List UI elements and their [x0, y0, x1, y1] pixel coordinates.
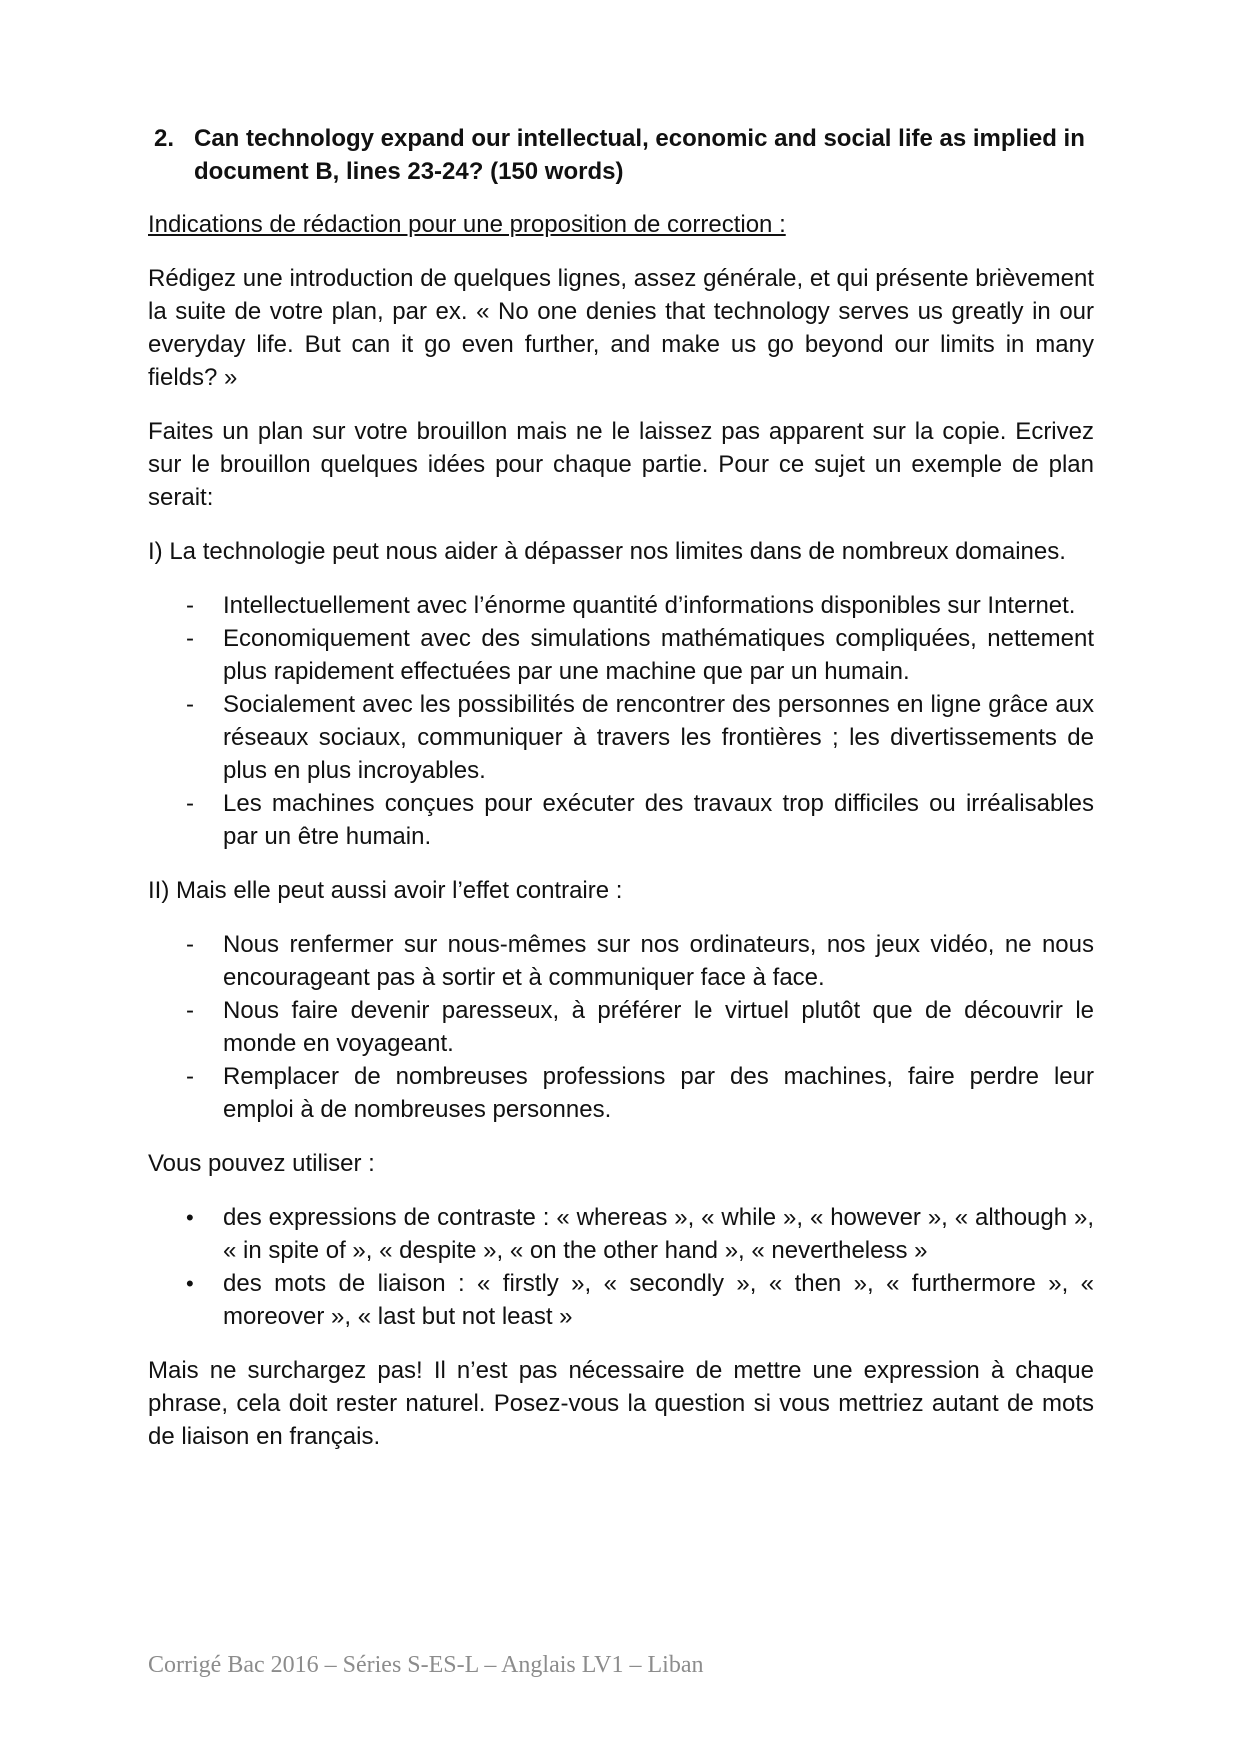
bullet-marker: •	[186, 1205, 194, 1230]
list-item-text: Nous renfermer sur nous-mêmes sur nos ordinateurs, nos jeux vidéo, ne nous encourageant pas à sortir et à communiquer face à face.	[223, 931, 1094, 991]
list-item	[148, 1060, 1094, 1126]
page-footer: Corrigé Bac 2016 – Séries S-ES-L – Anglais LV1 – Liban	[148, 1652, 704, 1678]
list-item-text: Intellectuellement avec l’énorme quantité d’informations disponibles sur Internet.	[223, 592, 1076, 619]
dash-marker: -	[186, 625, 194, 652]
list-item	[148, 589, 1094, 622]
plan-paragraph: Faites un plan sur votre brouillon mais ne le laissez pas apparent sur la copie. Ecrivez sur le brouillon quelques idées pour chaque partie. Pour ce sujet un exemple de plan serait:	[148, 418, 1094, 511]
dash-marker: -	[186, 1063, 194, 1090]
closing-paragraph: Mais ne surchargez pas! Il n’est pas nécessaire de mettre une expression à chaque phrase, cela doit rester naturel. Posez-vous la question si vous mettriez autant de mots de liaison en français.	[148, 1357, 1094, 1450]
list-item-text: des mots de liaison : « firstly », « secondly », « then », « furthermore », « moreover », « last but not least »	[223, 1270, 1094, 1330]
question-text: Can technology expand our intellectual, economic and social life as implied in document B, lines 23-24? (150 words)	[194, 125, 1085, 185]
usage-title: Vous pouvez utiliser :	[148, 1150, 375, 1177]
question-number: 2.	[154, 125, 175, 152]
list-item-text: Nous faire devenir paresseux, à préférer le virtuel plutôt que de découvrir le monde en voyageant.	[223, 997, 1094, 1057]
usage-list	[148, 1201, 1094, 1333]
list-item	[148, 928, 1094, 994]
part2-title: II) Mais elle peut aussi avoir l’effet contraire :	[148, 877, 623, 904]
list-item-text: Remplacer de nombreuses professions par des machines, faire perdre leur emploi à de nombreuses personnes.	[223, 1063, 1094, 1123]
dash-marker: -	[186, 691, 194, 718]
part2-list	[148, 928, 1094, 1126]
list-item	[148, 688, 1094, 787]
document-body	[148, 122, 1094, 1474]
bullet-marker: •	[186, 1271, 194, 1296]
list-item-text: Socialement avec les possibilités de rencontrer des personnes en ligne grâce aux réseaux sociaux, communiquer à travers les frontières ; les divertissements de plus en plus incroyables.	[223, 691, 1094, 784]
dash-marker: -	[186, 997, 194, 1024]
dash-marker: -	[186, 790, 194, 817]
list-item-text: Les machines conçues pour exécuter des travaux trop difficiles ou irréalisables par un être humain.	[223, 790, 1094, 850]
question-heading	[154, 122, 1094, 188]
dash-marker: -	[186, 931, 194, 958]
part1-title: I) La technologie peut nous aider à dépasser nos limites dans de nombreux domaines.	[148, 538, 1066, 565]
list-item	[148, 787, 1094, 853]
dash-marker: -	[186, 592, 194, 619]
intro-paragraph: Rédigez une introduction de quelques lignes, assez générale, et qui présente brièvement la suite de votre plan, par ex. « No one denies that technology serves us greatly in our everyday life. But can it go even further, and make us go beyond our limits in many fields? »	[148, 265, 1094, 391]
section-heading: Indications de rédaction pour une proposition de correction :	[148, 211, 786, 238]
list-item	[148, 622, 1094, 688]
list-item	[148, 994, 1094, 1060]
list-item	[148, 1267, 1094, 1333]
part1-list	[148, 589, 1094, 853]
list-item-text: des expressions de contraste : « whereas », « while », « however », « although », « in spite of », « despite », « on the other hand », « nevertheless »	[223, 1204, 1094, 1264]
list-item	[148, 1201, 1094, 1267]
list-item-text: Economiquement avec des simulations mathématiques compliquées, nettement plus rapidement effectuées par une machine que par un humain.	[223, 625, 1094, 685]
